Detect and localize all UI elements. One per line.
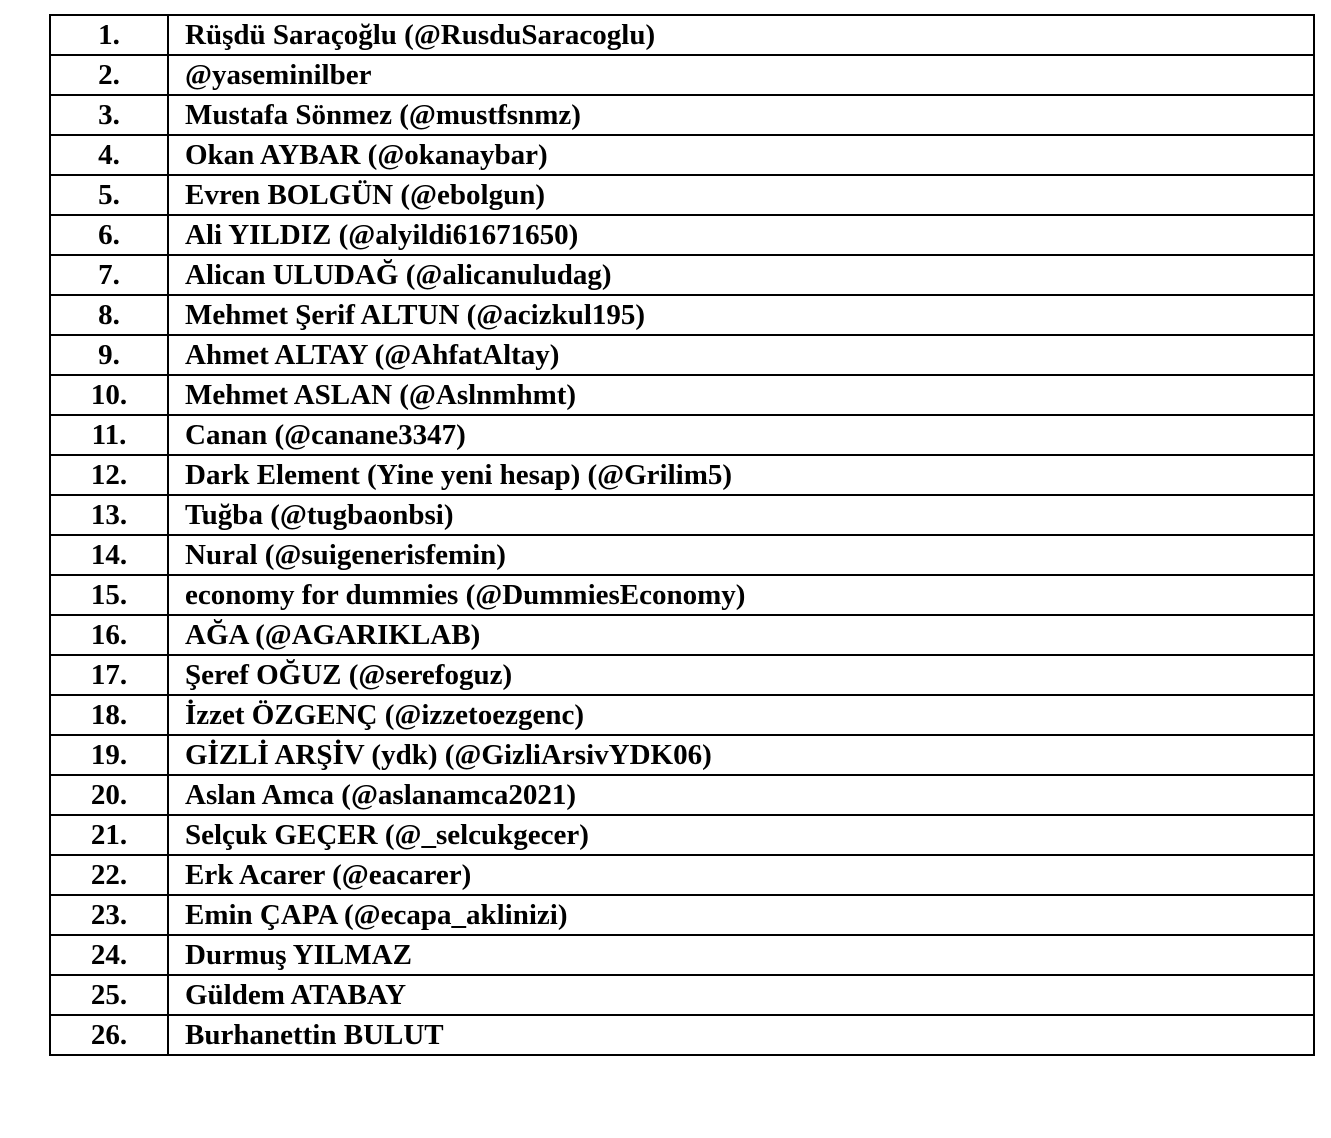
row-number: 23. xyxy=(50,895,168,935)
row-name: Dark Element (Yine yeni hesap) (@Grilim5) xyxy=(168,455,1314,495)
row-number: 18. xyxy=(50,695,168,735)
row-name: Ali YILDIZ (@alyildi61671650) xyxy=(168,215,1314,255)
row-name: Durmuş YILMAZ xyxy=(168,935,1314,975)
table-row xyxy=(50,815,1314,855)
row-name: GİZLİ ARŞİV (ydk) (@GizliArsivYDK06) xyxy=(168,735,1314,775)
row-name: Canan (@canane3347) xyxy=(168,415,1314,455)
row-number: 3. xyxy=(50,95,168,135)
row-name: Alican ULUDAĞ (@alicanuludag) xyxy=(168,255,1314,295)
row-number: 11. xyxy=(50,415,168,455)
table-row xyxy=(50,535,1314,575)
row-name: Şeref OĞUZ (@serefoguz) xyxy=(168,655,1314,695)
row-name: Burhanettin BULUT xyxy=(168,1015,1314,1055)
row-name: Selçuk GEÇER (@_selcukgecer) xyxy=(168,815,1314,855)
table-row xyxy=(50,255,1314,295)
row-name: Nural (@suigenerisfemin) xyxy=(168,535,1314,575)
table-row xyxy=(50,15,1314,55)
table-row xyxy=(50,335,1314,375)
row-number: 8. xyxy=(50,295,168,335)
row-number: 6. xyxy=(50,215,168,255)
row-name: Mehmet Şerif ALTUN (@acizkul195) xyxy=(168,295,1314,335)
row-number: 26. xyxy=(50,1015,168,1055)
row-number: 24. xyxy=(50,935,168,975)
row-name: Emin ÇAPA (@ecapa_aklinizi) xyxy=(168,895,1314,935)
row-number: 22. xyxy=(50,855,168,895)
row-number: 4. xyxy=(50,135,168,175)
row-name: İzzet ÖZGENÇ (@izzetoezgenc) xyxy=(168,695,1314,735)
row-number: 14. xyxy=(50,535,168,575)
row-name: Ahmet ALTAY (@AhfatAltay) xyxy=(168,335,1314,375)
row-number: 20. xyxy=(50,775,168,815)
row-name: Aslan Amca (@aslanamca2021) xyxy=(168,775,1314,815)
table-row xyxy=(50,95,1314,135)
name-list-body xyxy=(50,15,1314,1055)
row-name: Güldem ATABAY xyxy=(168,975,1314,1015)
row-number: 7. xyxy=(50,255,168,295)
table-row xyxy=(50,135,1314,175)
table-row xyxy=(50,575,1314,615)
row-number: 13. xyxy=(50,495,168,535)
row-number: 15. xyxy=(50,575,168,615)
row-number: 16. xyxy=(50,615,168,655)
row-name: Mustafa Sönmez (@mustfsnmz) xyxy=(168,95,1314,135)
table-row xyxy=(50,975,1314,1015)
table-row xyxy=(50,175,1314,215)
row-number: 19. xyxy=(50,735,168,775)
row-name: Evren BOLGÜN (@ebolgun) xyxy=(168,175,1314,215)
row-name: Okan AYBAR (@okanaybar) xyxy=(168,135,1314,175)
row-name: Erk Acarer (@eacarer) xyxy=(168,855,1314,895)
table-row xyxy=(50,375,1314,415)
row-number: 5. xyxy=(50,175,168,215)
table-row xyxy=(50,415,1314,455)
row-number: 2. xyxy=(50,55,168,95)
table-row xyxy=(50,895,1314,935)
row-name: Tuğba (@tugbaonbsi) xyxy=(168,495,1314,535)
table-row xyxy=(50,735,1314,775)
table-row xyxy=(50,935,1314,975)
row-number: 1. xyxy=(50,15,168,55)
table-row xyxy=(50,215,1314,255)
table-row xyxy=(50,775,1314,815)
table-row xyxy=(50,855,1314,895)
table-row xyxy=(50,455,1314,495)
row-name: Rüşdü Saraçoğlu (@RusduSaracoglu) xyxy=(168,15,1314,55)
table-row xyxy=(50,55,1314,95)
table-row xyxy=(50,655,1314,695)
row-number: 12. xyxy=(50,455,168,495)
row-number: 21. xyxy=(50,815,168,855)
table-row xyxy=(50,695,1314,735)
row-name: AĞA (@AGARIKLAB) xyxy=(168,615,1314,655)
row-name: @yaseminilber xyxy=(168,55,1314,95)
table-row xyxy=(50,615,1314,655)
row-number: 25. xyxy=(50,975,168,1015)
table-row xyxy=(50,495,1314,535)
row-number: 10. xyxy=(50,375,168,415)
table-row xyxy=(50,295,1314,335)
row-number: 9. xyxy=(50,335,168,375)
row-number: 17. xyxy=(50,655,168,695)
table-row xyxy=(50,1015,1314,1055)
name-list-table xyxy=(49,14,1315,1056)
row-name: Mehmet ASLAN (@Aslnmhmt) xyxy=(168,375,1314,415)
row-name: economy for dummies (@DummiesEconomy) xyxy=(168,575,1314,615)
